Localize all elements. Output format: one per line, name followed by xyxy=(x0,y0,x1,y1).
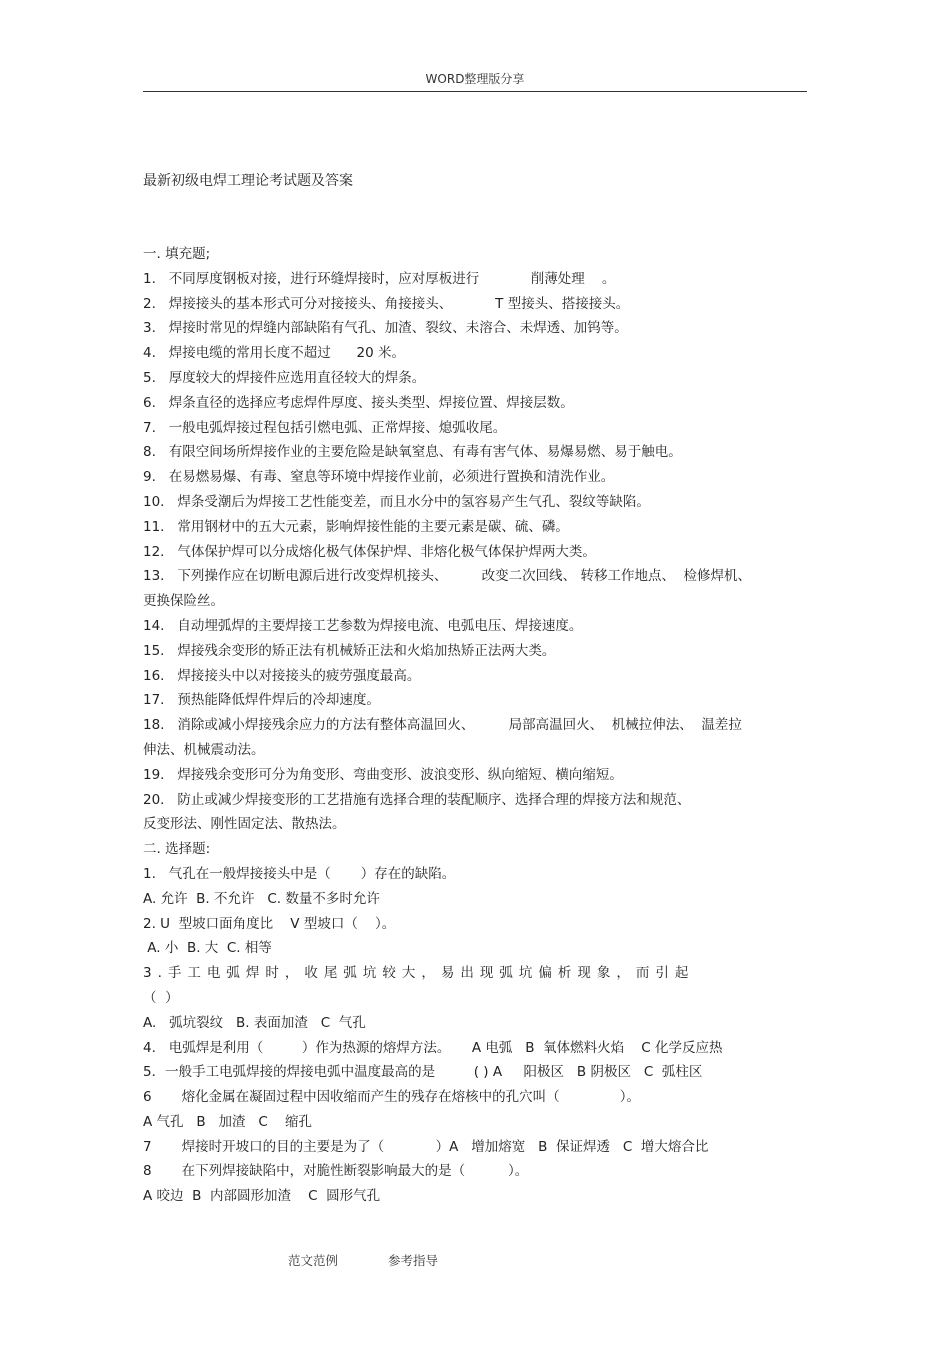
text-line: 8. 有限空间场所焊接作业的主要危险是缺氧窒息、有毒有害气体、易爆易燃、易于触电。 xyxy=(143,444,682,461)
page-header: WORD整理版分享 xyxy=(425,72,525,86)
text-line: 8 在下列焊接缺陷中，对脆性断裂影响最大的是（ ）。 xyxy=(143,1163,529,1180)
text-line: 11. 常用钢材中的五大元素，影响焊接性能的主要元素是碳、硫、磷。 xyxy=(143,518,569,535)
text-line: 16. 焊接接头中以对接接头的疲劳强度最高。 xyxy=(143,667,421,684)
text-line: 9. 在易燃易爆、有毒、窒息等环境中焊接作业前，必须进行置换和清洗作业。 xyxy=(143,469,615,486)
text-line: A. 弧坑裂纹 B. 表面加渣 C 气孔 xyxy=(143,1014,366,1031)
text-line: A 气孔 B 加渣 C 缩孔 xyxy=(143,1113,313,1130)
section-heading-fill-blank: 一. 填充题; xyxy=(143,246,211,262)
text-line: 5. 厚度较大的焊接件应选用直径较大的焊条。 xyxy=(143,369,426,386)
footer-right: 参考指导 xyxy=(388,1253,439,1268)
text-line: 3.手工电弧焊时，收尾弧坑较大，易出现弧坑偏析现象，而引起 xyxy=(143,965,695,982)
text-line: 6 熔化金属在凝固过程中因收缩而产生的残存在熔核中的孔穴叫（ ）。 xyxy=(143,1089,640,1106)
text-line: A 咬边 B 内部圆形加渣 C 圆形气孔 xyxy=(143,1188,381,1205)
text-line: 10. 焊条受潮后为焊接工艺性能变差，而且水分中的氢容易产生气孔、裂纹等缺陷。 xyxy=(143,493,650,510)
text-line: A. 允许 B. 不允许 C. 数量不多时允许 xyxy=(143,890,380,907)
text-line: 20. 防止或减少焊接变形的工艺措施有选择合理的装配顺序、选择合理的焊接方法和规范、 xyxy=(143,791,691,808)
text-line: 3. 焊接时常见的焊缝内部缺陷有气孔、加渣、裂纹、未溶合、未焊透、加钨等。 xyxy=(143,320,628,337)
text-line: 7 焊接时开坡口的目的主要是为了（ ）A 增加熔宽 B 保证焊透 C 增大熔合比 xyxy=(143,1138,709,1155)
text-line: 伸法、机械震动法。 xyxy=(143,741,265,758)
text-line: 17. 预热能降低焊件焊后的冷却速度。 xyxy=(143,692,380,709)
text-line: 4. 焊接电缆的常用长度不超过 20 米。 xyxy=(143,345,405,362)
text-line: 2. 焊接接头的基本形式可分对接接头、角接接头、 T 型接头、搭接接头。 xyxy=(143,295,630,312)
text-line: 14. 自动埋弧焊的主要焊接工艺参数为焊接电流、电弧电压、焊接速度。 xyxy=(143,617,583,634)
text-line: 4. 电弧焊是利用（ ）作为热源的熔焊方法。 A 电弧 B 氧体燃料火焰 C 化学反应热 xyxy=(143,1039,723,1056)
text-line: 反变形法、刚性固定法、散热法。 xyxy=(143,816,346,833)
text-line: 19. 焊接残余变形可分为角变形、弯曲变形、波浪变形、纵向缩短、横向缩短。 xyxy=(143,766,623,783)
text-line: 更换保险丝。 xyxy=(143,593,224,610)
text-line: 13. 下列操作应在切断电源后进行改变焊机接头、 改变二次回线、 转移工作地点、 检修焊机、 xyxy=(143,568,752,585)
text-line: 6. 焊条直径的选择应考虑焊件厚度、接头类型、焊接位置、焊接层数。 xyxy=(143,394,574,411)
footer-left: 范文范例 xyxy=(288,1253,339,1268)
text-line: 15. 焊接残余变形的矫正法有机械矫正法和火焰加热矫正法两大类。 xyxy=(143,642,556,659)
text-line: 18. 消除或减小焊接残余应力的方法有整体高温回火、 局部高温回火、 机械拉伸法、 温差拉 xyxy=(143,717,742,734)
text-line: 1. 不同厚度钢板对接，进行环缝焊接时，应对厚板进行 削薄处理 。 xyxy=(143,270,616,287)
text-line: 7. 一般电弧焊接过程包括引燃电弧、正常焊接、熄弧收尾。 xyxy=(143,419,507,436)
text-line: 5．一般手工电弧焊接的焊接电弧中温度最高的是 ( ) A 阳极区 B 阴极区 C 弧柱区 xyxy=(143,1064,703,1081)
text-line: 12. 气体保护焊可以分成熔化极气体保护焊、非熔化极气体保护焊两大类。 xyxy=(143,543,596,560)
header-divider xyxy=(143,91,807,92)
section-heading-choice: 二. 选择题: xyxy=(143,841,211,858)
document-body xyxy=(143,242,807,1209)
document-title: 最新初级电焊工理论考试题及答案 xyxy=(143,173,353,189)
text-line: 2. U 型坡口面角度比 V 型坡口（ ）。 xyxy=(143,915,396,932)
text-line: A. 小 B. 大 C. 相等 xyxy=(143,940,272,957)
text-line: 1. 气孔在一般焊接接头中是（ ）存在的缺陷。 xyxy=(143,865,456,882)
text-line: （ ） xyxy=(143,989,179,1006)
